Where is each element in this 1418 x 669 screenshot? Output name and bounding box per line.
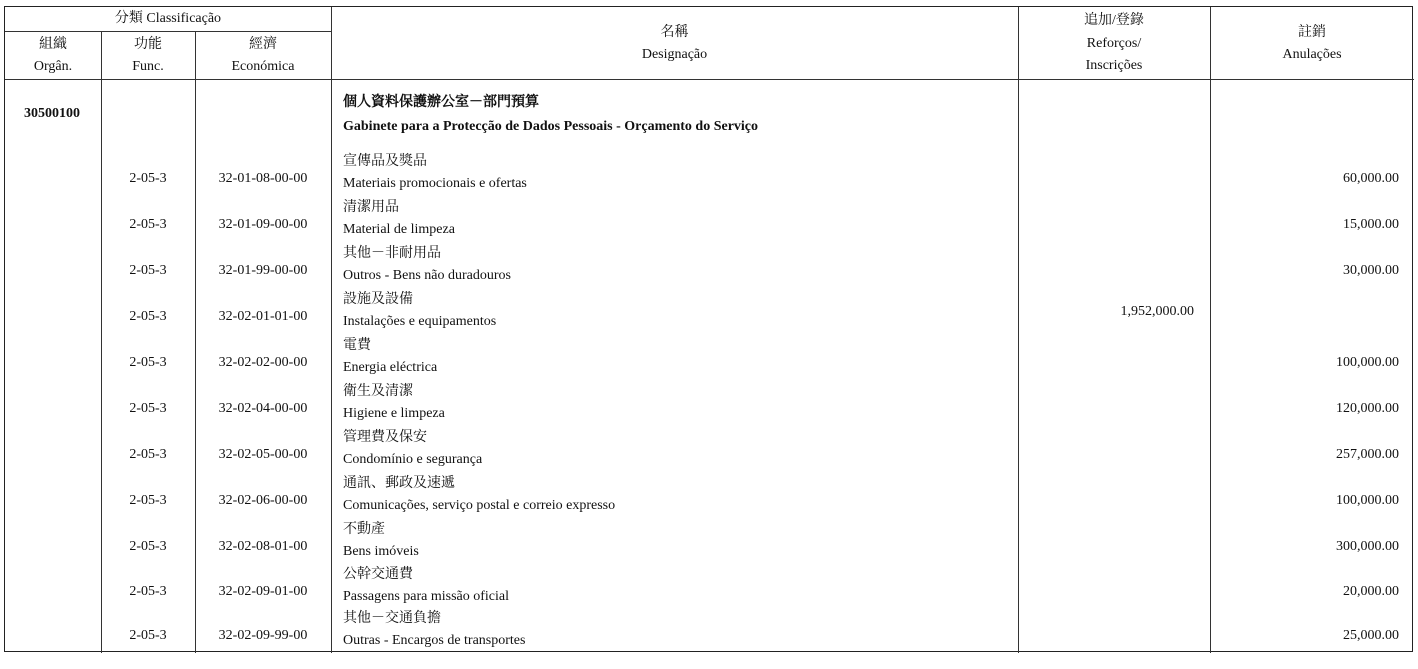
func-code: 2-05-3 xyxy=(129,263,167,278)
reforcos-header-pt2: Inscrições xyxy=(1085,58,1143,73)
item-name-pt: Material de limpeza xyxy=(343,222,455,237)
func-code: 2-05-3 xyxy=(129,584,167,599)
reforcos-header-pt1: Reforços/ xyxy=(1086,36,1142,51)
item-name-zh: 其他－交通負擔 xyxy=(343,611,441,626)
table-row xyxy=(5,380,1414,426)
item-name-zh: 宣傳品及獎品 xyxy=(343,154,427,169)
item-name-zh: 通訊、郵政及速遞 xyxy=(343,476,455,491)
item-name-pt: Bens imóveis xyxy=(343,544,419,559)
econ-code: 32-02-05-00-00 xyxy=(218,447,308,462)
section-title-zh: 個人資料保護辦公室－部門預算 xyxy=(343,95,539,110)
item-name-pt: Passagens para missão oficial xyxy=(343,589,510,604)
anulacoes-header-zh: 註銷 xyxy=(1298,25,1326,40)
table-row xyxy=(5,196,1414,242)
table-row xyxy=(5,150,1414,196)
classification-header: 分類 Classificação xyxy=(114,11,222,26)
table-row xyxy=(5,607,1414,653)
item-name-zh: 其他－非耐用品 xyxy=(343,246,441,261)
anulacoes-value: 257,000.00 xyxy=(1336,447,1399,462)
econ-code: 32-02-08-01-00 xyxy=(218,539,308,554)
table-row xyxy=(5,288,1414,334)
econ-code: 32-02-09-99-00 xyxy=(218,628,308,643)
item-name-zh: 設施及設備 xyxy=(343,292,413,307)
anulacoes-value: 30,000.00 xyxy=(1343,263,1399,278)
classification-divider xyxy=(5,31,331,32)
item-name-zh: 電費 xyxy=(343,338,371,353)
anulacoes-header-pt: Anulações xyxy=(1282,47,1342,62)
item-name-zh: 不動產 xyxy=(343,522,385,537)
econ-code: 32-01-09-00-00 xyxy=(218,217,308,232)
item-name-pt: Energia eléctrica xyxy=(343,360,438,375)
anulacoes-value: 20,000.00 xyxy=(1343,584,1399,599)
item-name-zh: 清潔用品 xyxy=(343,200,399,215)
organ-header-pt: Orgân. xyxy=(33,59,73,74)
header-bottom-line xyxy=(5,79,1414,80)
econ-code: 32-02-09-01-00 xyxy=(218,584,308,599)
designation-header-pt: Designação xyxy=(641,47,708,62)
organ-header-zh: 組織 xyxy=(39,37,67,52)
func-header-zh: 功能 xyxy=(134,37,162,52)
organ-code: 30500100 xyxy=(24,106,80,121)
item-name-pt: Instalações e equipamentos xyxy=(343,314,497,329)
item-name-pt: Materiais promocionais e ofertas xyxy=(343,176,527,191)
func-code: 2-05-3 xyxy=(129,217,167,232)
func-code: 2-05-3 xyxy=(129,493,167,508)
item-name-pt: Outras - Encargos de transportes xyxy=(343,633,526,648)
item-name-pt: Comunicações, serviço postal e correio expresso xyxy=(343,498,616,513)
anulacoes-value: 25,000.00 xyxy=(1343,628,1399,643)
item-name-zh: 管理費及保安 xyxy=(343,430,427,445)
designation-header-zh: 名稱 xyxy=(660,25,689,40)
econ-header-pt: Económica xyxy=(231,59,295,74)
table-row xyxy=(5,426,1414,472)
func-code: 2-05-3 xyxy=(129,355,167,370)
anulacoes-value: 15,000.00 xyxy=(1343,217,1399,232)
table-row xyxy=(5,472,1414,518)
item-name-zh: 公幹交通費 xyxy=(343,567,413,582)
anulacoes-value: 100,000.00 xyxy=(1336,493,1399,508)
func-code: 2-05-3 xyxy=(129,401,167,416)
econ-code: 32-02-04-00-00 xyxy=(218,401,308,416)
anulacoes-value: 300,000.00 xyxy=(1336,539,1399,554)
item-name-pt: Outros - Bens não duradouros xyxy=(343,268,511,283)
econ-header-zh: 經濟 xyxy=(249,37,277,52)
item-name-pt: Condomínio e segurança xyxy=(343,452,483,467)
table-row xyxy=(5,563,1414,609)
section-title-pt: Gabinete para a Protecção de Dados Pessoais - Orçamento do Serviço xyxy=(343,119,759,134)
anulacoes-value: 100,000.00 xyxy=(1336,355,1399,370)
reforcos-header-zh: 追加/登錄 xyxy=(1084,13,1144,28)
table-row xyxy=(5,334,1414,380)
anulacoes-value: 60,000.00 xyxy=(1343,171,1399,186)
econ-code: 32-01-99-00-00 xyxy=(218,263,308,278)
econ-code: 32-01-08-00-00 xyxy=(218,171,308,186)
item-name-zh: 衛生及清潔 xyxy=(343,384,413,399)
budget-table xyxy=(4,6,1413,652)
func-code: 2-05-3 xyxy=(129,447,167,462)
econ-code: 32-02-06-00-00 xyxy=(218,493,308,508)
func-code: 2-05-3 xyxy=(129,171,167,186)
anulacoes-value: 120,000.00 xyxy=(1336,401,1399,416)
item-name-pt: Higiene e limpeza xyxy=(343,406,445,421)
func-code: 2-05-3 xyxy=(129,309,167,324)
table-row xyxy=(5,518,1414,564)
table-row xyxy=(5,242,1414,288)
reforcos-value: 1,952,000.00 xyxy=(1120,304,1194,319)
func-code: 2-05-3 xyxy=(129,539,167,554)
econ-code: 32-02-01-01-00 xyxy=(218,309,308,324)
func-header-pt: Func. xyxy=(132,59,164,74)
econ-code: 32-02-02-00-00 xyxy=(218,355,308,370)
func-code: 2-05-3 xyxy=(129,628,167,643)
